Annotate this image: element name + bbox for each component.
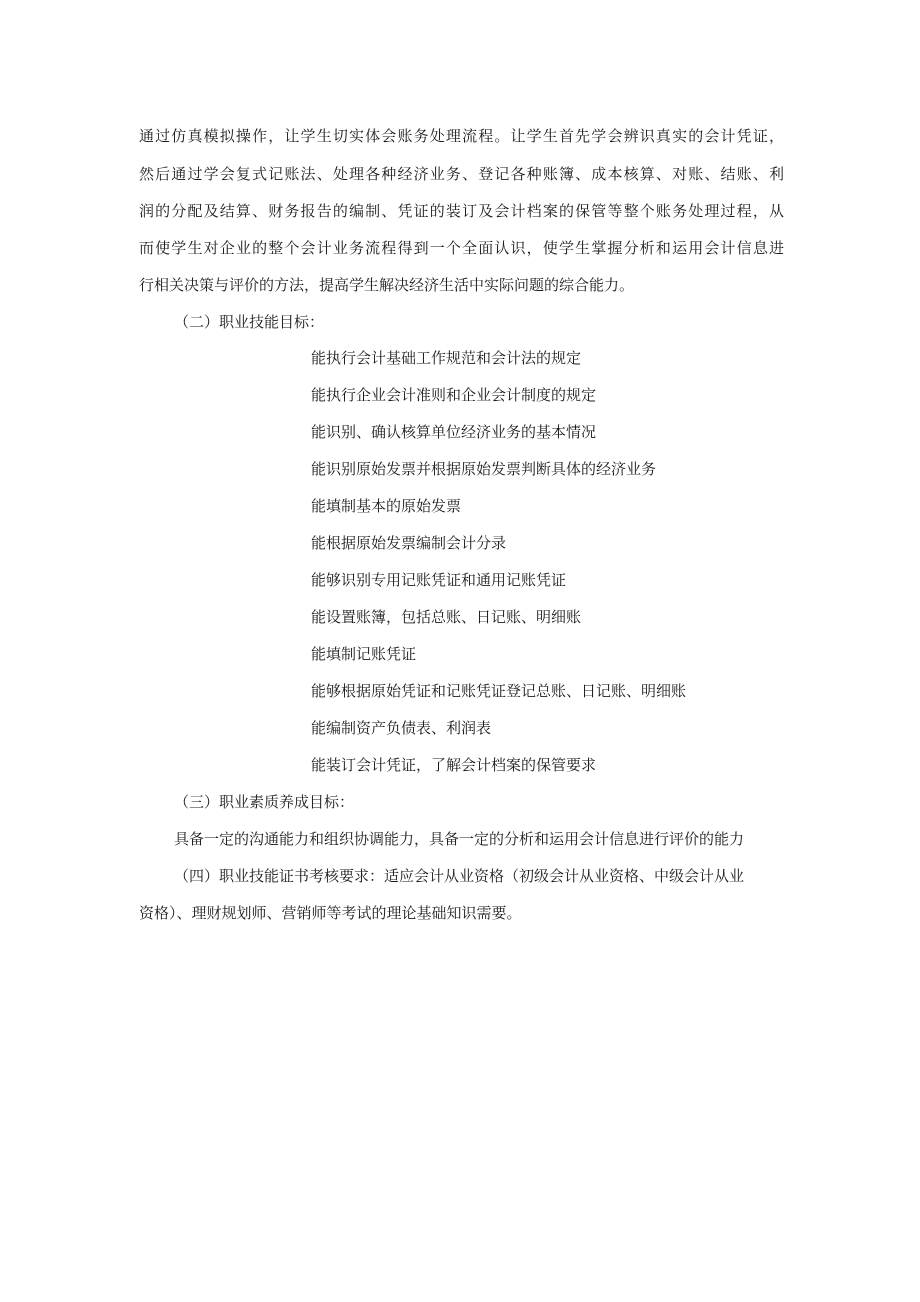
skill-item: 能装订会计凭证，了解会计档案的保管要求 [311, 756, 597, 774]
skill-item: 能够识别专用记账凭证和通用记账凭证 [311, 571, 567, 589]
intro-line-4: 而使学生对企业的整个会计业务流程得到一个全面认识，使学生掌握分析和运用会计信息进 [139, 239, 784, 257]
skill-item: 能执行会计基础工作规范和会计法的规定 [311, 349, 582, 367]
skill-item: 能填制记账凭证 [311, 645, 417, 663]
skill-item: 能根据原始发票编制会计分录 [311, 534, 507, 552]
skill-item: 能识别原始发票并根据原始发票判断具体的经济业务 [311, 460, 657, 478]
skill-item: 能够根据原始凭证和记账凭证登记总账、日记账、明细账 [311, 682, 687, 700]
skill-item: 能执行企业会计准则和企业会计制度的规定 [311, 386, 597, 404]
intro-line-5: 行相关决策与评价的方法，提高学生解决经济生活中实际问题的综合能力。 [139, 276, 635, 294]
intro-line-3: 润的分配及结算、财务报告的编制、凭证的装订及会计档案的保管等整个账务处理过程，从 [139, 202, 784, 220]
skill-item: 能编制资产负债表、利润表 [311, 719, 492, 737]
cert-line-2: 资格）、理财规划师、营销师等考试的理论基础知识需要。 [139, 904, 522, 922]
intro-line-1: 通过仿真模拟操作，让学生切实体会账务处理流程。让学生首先学会辨识真实的会计凭证， [139, 127, 784, 145]
skills-heading: （二）职业技能目标： [174, 313, 325, 331]
intro-line-2: 然后通过学会复式记账法、处理各种经济业务、登记各种账簿、成本核算、对账、结账、利 [139, 165, 784, 183]
skill-item: 能设置账簿，包括总账、日记账、明细账 [311, 608, 582, 626]
skill-item: 能识别、确认核算单位经济业务的基本情况 [311, 423, 597, 441]
cert-line-1: （四）职业技能证书考核要求：适应会计从业资格（初级会计从业资格、中级会计从业 [174, 867, 745, 885]
quality-heading: （三）职业素质养成目标： [174, 793, 355, 811]
skill-item: 能填制基本的原始发票 [311, 497, 462, 515]
quality-text: 具备一定的沟通能力和组织协调能力，具备一定的分析和运用会计信息进行评价的能力 [174, 830, 745, 848]
